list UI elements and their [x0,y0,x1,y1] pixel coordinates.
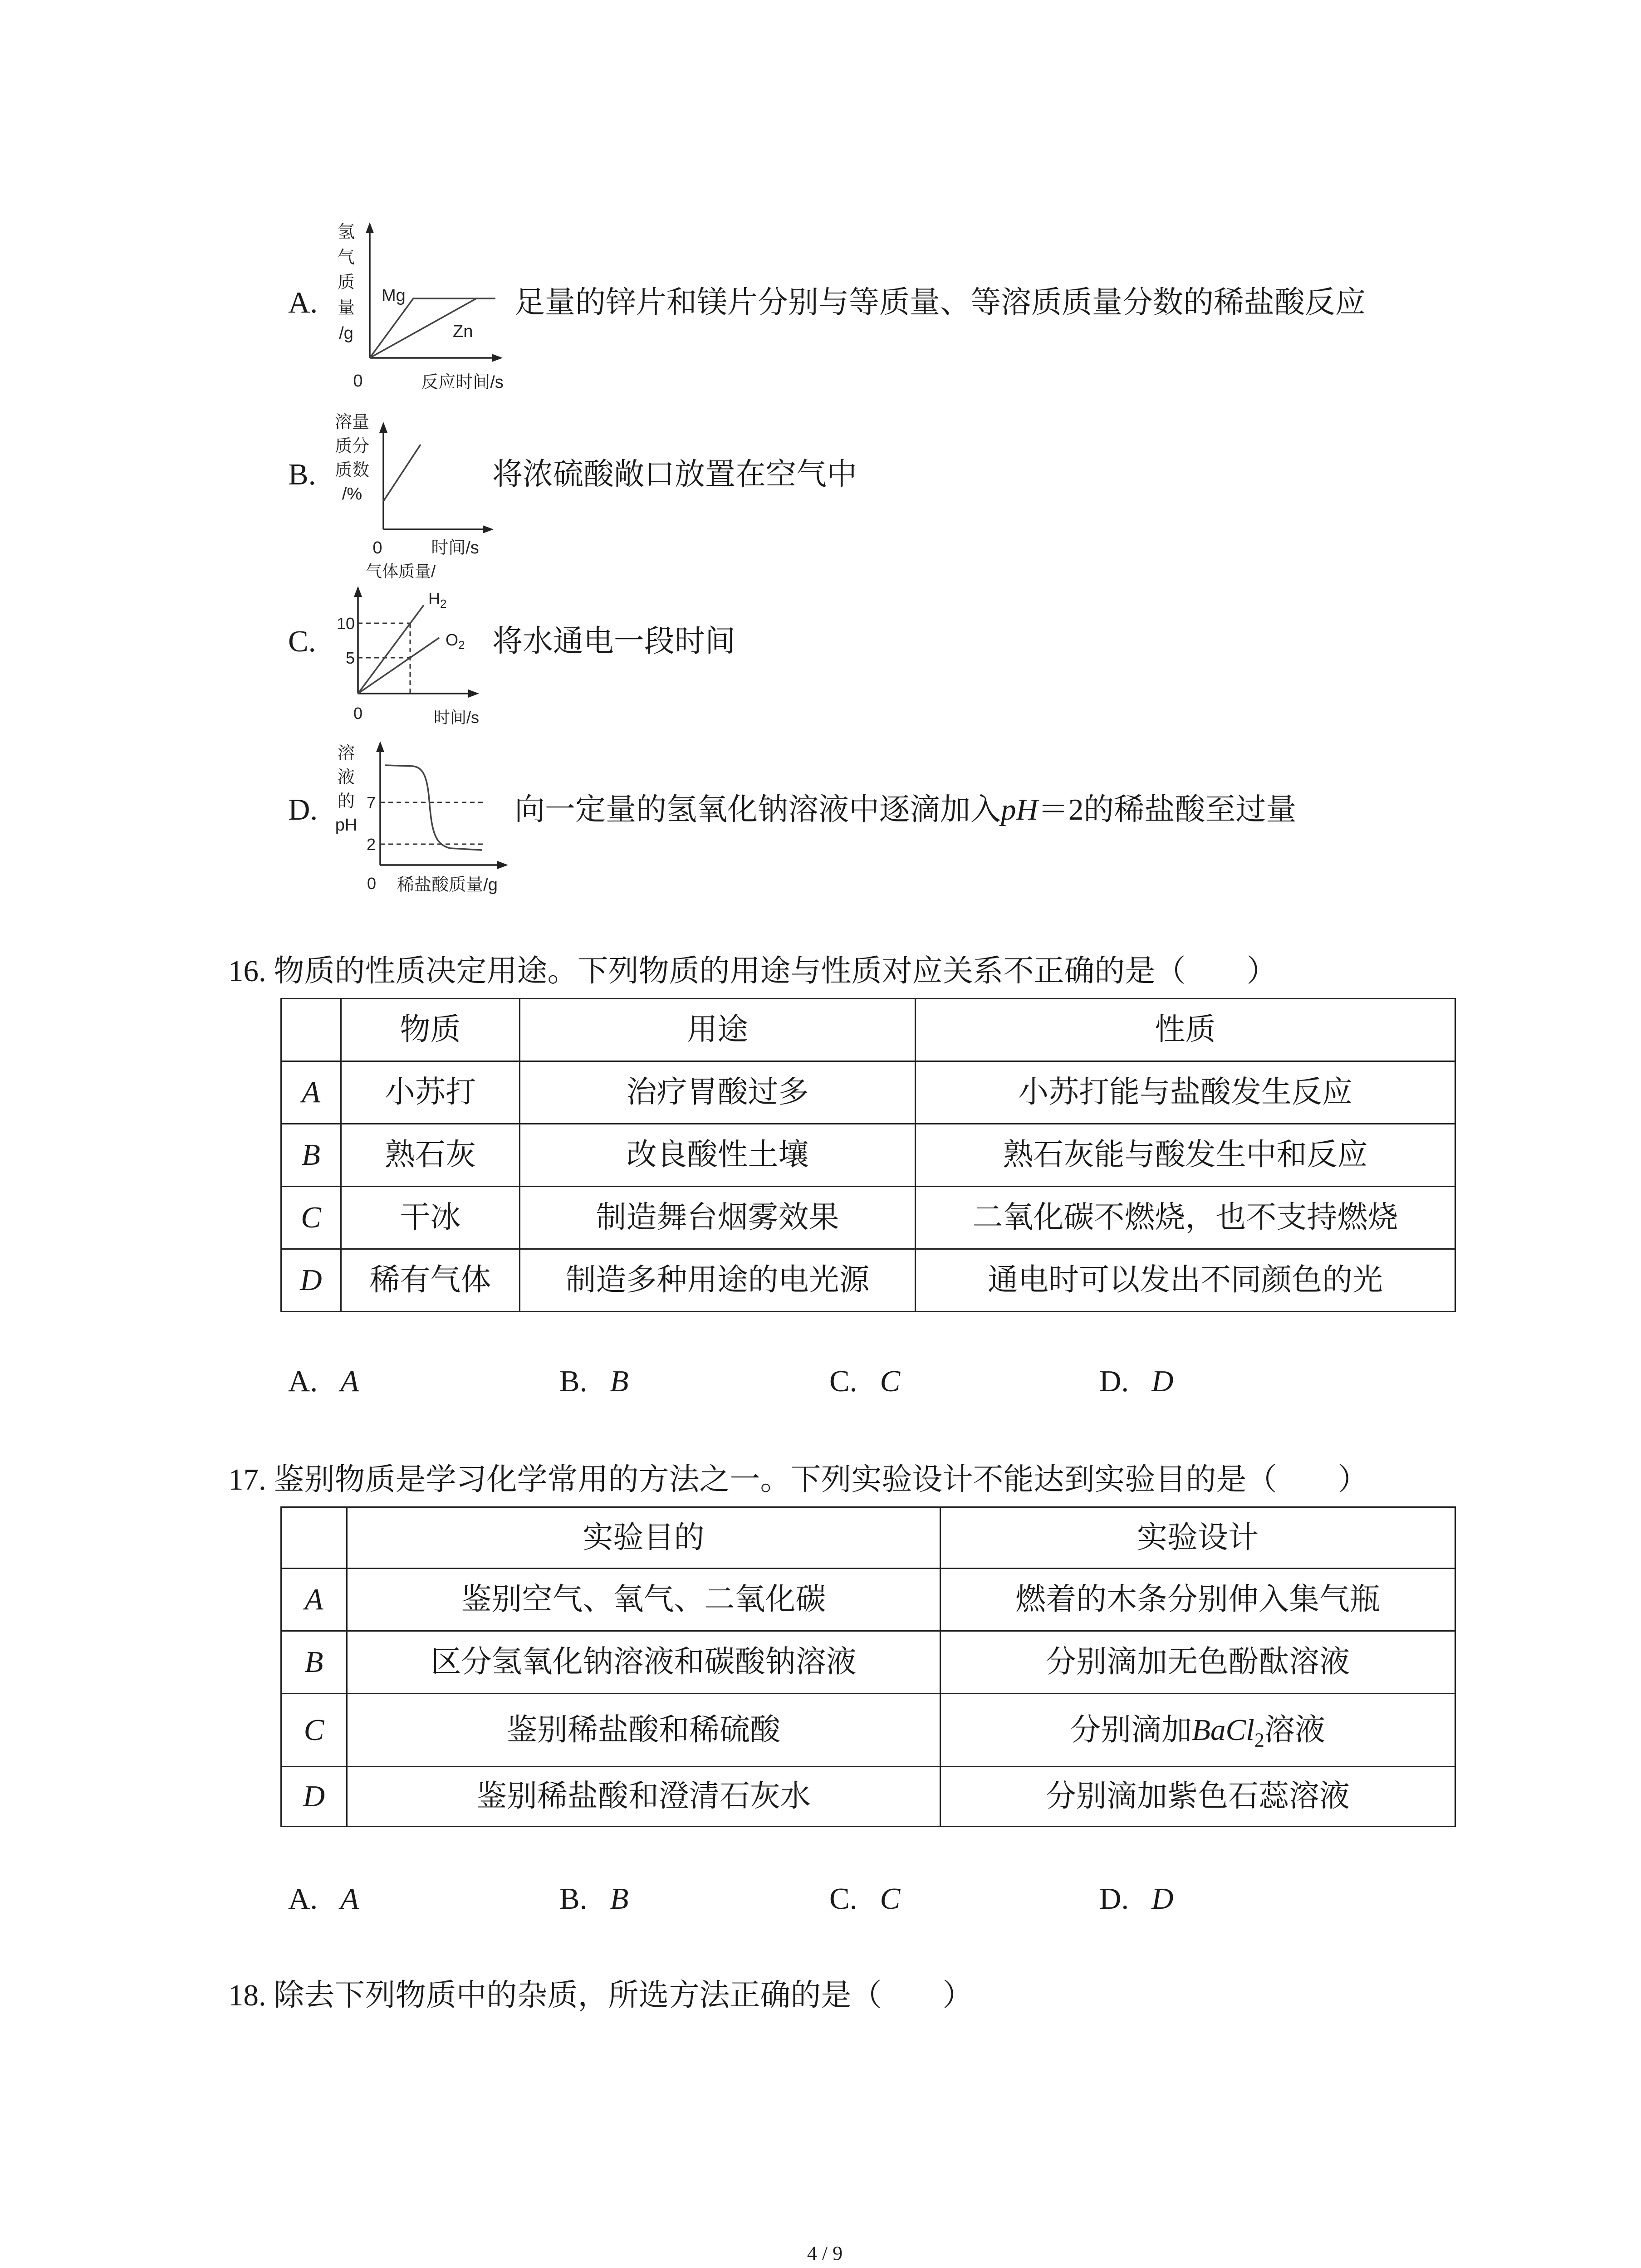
header-cell-design: 实验设计 [941,1507,1455,1569]
header-cell-substance: 物质 [341,999,520,1061]
option-label: B. [559,1364,588,1398]
table-cell: 鉴别稀盐酸和澄清石灰水 [347,1767,941,1827]
y-tick-label: 2 [366,835,376,854]
fraction-curve [383,445,421,501]
table-row [281,1694,1455,1767]
y-label-unit: /% [342,484,362,503]
q15-option-d-label: D. [288,793,318,826]
design-text-before: 分别滴加 [1070,1713,1192,1747]
mass-fraction-vs-time-graph [318,408,499,562]
q15-option-d-text [514,795,1296,825]
y-axis-arrow-icon [379,422,387,433]
q15-option-b-label: B. [288,458,316,491]
o2-subscript: 2 [458,638,465,652]
y-label-char: 的 [337,792,355,811]
origin-label: 0 [353,371,363,391]
table-cell: 小苏打能与盐酸发生反应 [916,1061,1455,1124]
q16-table [280,998,1456,1312]
option-value: B [610,1364,629,1398]
chemical-formula: BaCl [1192,1713,1254,1747]
table-cell: 改良酸性土壤 [520,1124,916,1187]
ph-equals-value: ＝2 [1038,793,1084,826]
option-label: C. [829,1364,857,1398]
table-cell: 通电时可以发出不同颜色的光 [916,1249,1455,1312]
y-label-char: 氢 [337,223,355,242]
table-cell: 鉴别稀盐酸和稀硫酸 [347,1694,941,1767]
q15-option-c-label: C. [288,625,316,658]
x-axis-arrow-icon [492,354,503,362]
header-cell-use: 用途 [520,999,916,1061]
table-cell: 小苏打 [341,1061,520,1124]
q16-option-d [1099,1366,1174,1397]
row-key-cell: B [281,1124,341,1187]
y-label-row: 溶量 [334,413,370,432]
table-row [281,1124,1455,1187]
q16-option-b [559,1366,628,1397]
table-header-row [281,999,1455,1061]
option-label: A. [288,1364,318,1398]
table-cell: 二氧化碳不燃烧，也不支持燃烧 [916,1187,1455,1249]
x-axis-label: 稀盐酸质量/g [397,875,498,894]
row-key-cell: B [281,1631,347,1694]
q16-option-a [288,1366,359,1397]
o2-symbol: O [446,631,459,649]
table-cell: 治疗胃酸过多 [520,1061,916,1124]
table-row [281,1767,1455,1827]
x-axis-label: 时间/s [431,538,479,557]
option-value: B [610,1882,629,1916]
option-d-text-after: 的稀盐酸至过量 [1083,793,1297,826]
header-cell-purpose: 实验目的 [347,1507,941,1569]
origin-label: 0 [353,704,363,723]
table-cell: 干冰 [341,1187,520,1249]
table-row [281,1569,1455,1631]
table-cell: 制造舞台烟雾效果 [520,1187,916,1249]
q17-option-c [829,1884,900,1914]
hydrogen-mass-vs-time-graph [318,209,513,399]
q16-option-c [829,1366,900,1397]
y-label-char: 溶 [337,744,355,763]
header-cell-property: 性质 [916,999,1455,1061]
origin-label: 0 [372,538,382,557]
y-axis-arrow-icon [354,586,362,597]
option-label: C. [829,1882,857,1916]
y-label-row: 质数 [334,461,370,480]
option-label: B. [559,1882,588,1916]
y-axis-arrow-icon [376,741,384,752]
y-tick-label: 7 [366,793,376,812]
table-cell: 燃着的木条分别伸入集气瓶 [941,1569,1455,1631]
q18-stem: 18. 除去下列物质中的杂质，所选方法正确的是（ ） [228,1979,973,2012]
q17-stem: 17. 鉴别物质是学习化学常用的方法之一。下列实验设计不能达到实验目的是（ ） [228,1463,1368,1496]
formula-subscript: 2 [1254,1728,1264,1751]
q15-option-a-label: A. [288,286,318,319]
table-row [281,1187,1455,1249]
table-cell: 稀有气体 [341,1249,520,1312]
h2-series-label [428,589,446,611]
y-label-char: 量 [337,298,355,318]
table-row [281,1061,1455,1124]
mg-series-label: Mg [382,286,406,305]
table-cell: 区分氢氧化钠溶液和碳酸钠溶液 [347,1631,941,1694]
option-value: D [1151,1364,1174,1398]
row-key-cell: C [281,1694,347,1767]
q15-option-b-text: 将浓硫酸敞口放置在空气中 [492,458,857,491]
ph-vs-acid-mass-graph [318,730,513,903]
corner-cell [281,1507,347,1569]
option-d-text-before: 向一定量的氢氧化钠溶液中逐滴加入 [514,793,1001,826]
table-row [281,1249,1455,1312]
q15-option-c-text: 将水通电一段时间 [492,625,735,658]
row-key-cell: D [281,1767,347,1827]
option-value: C [880,1882,901,1916]
x-axis-arrow-icon [483,525,494,533]
x-axis-label: 反应时间/s [421,373,504,392]
y-axis-arrow-icon [366,222,374,233]
zn-series-label: Zn [453,322,473,341]
row-key-cell: C [281,1187,341,1249]
table-cell: 熟石灰能与酸发生中和反应 [916,1124,1455,1187]
origin-label: 0 [367,874,377,893]
table-cell [941,1694,1455,1767]
option-label: D. [1099,1882,1129,1916]
option-value: A [340,1364,359,1398]
gas-mass-vs-time-graph [318,558,499,730]
y-label-char: 气 [337,248,355,267]
option-label: A. [288,1882,318,1916]
y-label-char: 质 [337,273,355,292]
design-text-after: 溶液 [1264,1713,1325,1747]
q17-option-d [1099,1884,1174,1914]
table-cell: 鉴别空气、氧气、二氧化碳 [347,1569,941,1631]
page-number: 4 / 9 [807,2242,843,2264]
option-value: C [880,1364,901,1398]
y-label-unit: /g [339,324,353,343]
table-cell: 制造多种用途的电光源 [520,1249,916,1312]
row-key-cell: D [281,1249,341,1312]
q15-option-a-text: 足量的锌片和镁片分别与等质量、等溶质质量分数的稀盐酸反应 [514,286,1366,319]
y-axis-label: 气体质量/ [366,562,436,581]
q17-table [280,1506,1456,1827]
table-row [281,1631,1455,1694]
q16-stem: 16. 物质的性质决定用途。下列物质的用途与性质对应关系不正确的是（ ） [228,954,1277,988]
ph-curve [385,765,482,850]
y-tick-label: 10 [336,614,355,633]
q17-option-b [559,1884,628,1914]
o2-curve [358,638,439,694]
table-header-row [281,1507,1455,1569]
y-label-char: 液 [337,768,355,787]
h2-symbol: H [428,589,440,608]
ph-variable: pH [1001,793,1038,826]
row-key-cell: A [281,1569,347,1631]
x-axis-arrow-icon [468,689,479,698]
y-label-row: 质分 [334,437,370,456]
option-value: D [1151,1882,1174,1916]
h2-subscript: 2 [440,597,447,611]
h2-curve [358,605,424,694]
x-axis-label: 时间/s [433,708,480,727]
y-label-char: pH [335,816,358,835]
y-tick-label: 5 [345,649,355,667]
q17-option-a [288,1884,359,1914]
option-value: A [340,1882,359,1916]
table-cell: 熟石灰 [341,1124,520,1187]
table-cell: 分别滴加无色酚酞溶液 [941,1631,1455,1694]
table-cell: 分别滴加紫色石蕊溶液 [941,1767,1455,1827]
mg-curve [370,298,495,358]
x-axis-arrow-icon [497,861,508,869]
option-label: D. [1099,1364,1129,1398]
row-key-cell: A [281,1061,341,1124]
o2-series-label [446,631,465,652]
corner-cell [281,999,341,1061]
